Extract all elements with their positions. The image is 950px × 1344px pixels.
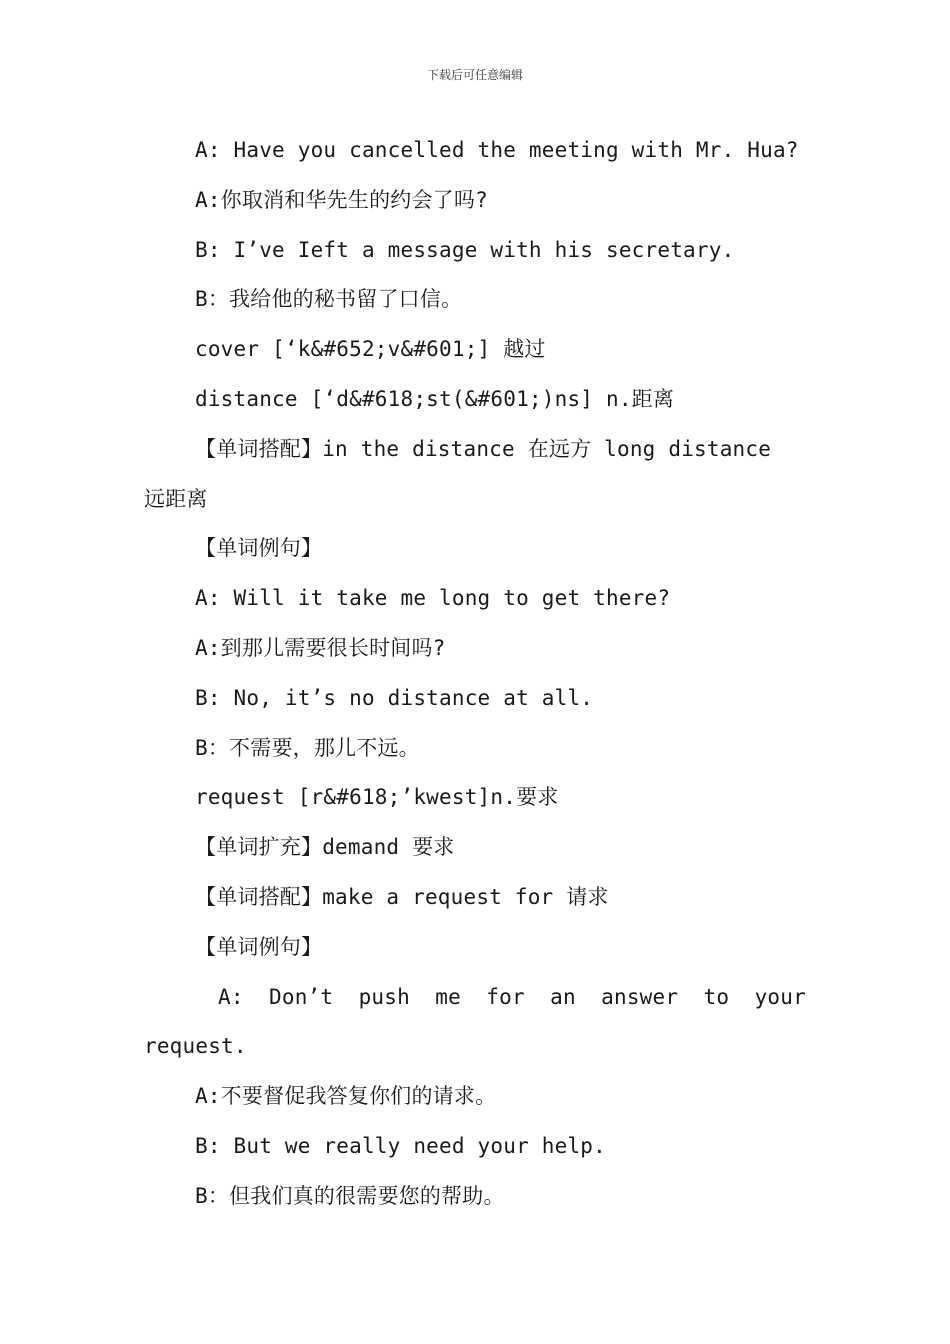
dialogue-line-b-chinese: B：但我们真的很需要您的帮助。 bbox=[195, 1183, 505, 1208]
dialogue-line-b-english: B: I’ve Ieft a message with his secretary. bbox=[195, 237, 735, 262]
word: answer bbox=[601, 984, 679, 1009]
section-heading-examples: 【单词例句】 bbox=[195, 536, 323, 561]
dialogue-line-a-english: A: Will it take me long to get there? bbox=[195, 586, 671, 611]
dialogue-line-a-chinese: A:你取消和华先生的约会了吗? bbox=[195, 187, 488, 212]
section-heading-examples: 【单词例句】 bbox=[195, 934, 323, 959]
word: Don’t bbox=[269, 984, 334, 1009]
dialogue-line-a-english: A: Have you cancelled the meeting with Mr. Hua? bbox=[195, 138, 799, 162]
word: A: bbox=[218, 984, 244, 1009]
dialogue-continuation: request. bbox=[144, 1034, 247, 1059]
dialogue-line-a-chinese: A:不要督促我答复你们的请求。 bbox=[195, 1084, 497, 1109]
word: an bbox=[550, 984, 576, 1009]
page-header: 下载后可任意编辑 bbox=[426, 68, 523, 82]
document-body bbox=[144, 130, 806, 1226]
dialogue-line-b-english: B: But we really need your help. bbox=[195, 1133, 606, 1158]
collocation-line: 【单词搭配】make a request for 请求 bbox=[195, 884, 609, 909]
vocab-entry-request: request [r&#618;’kwest]n.要求 bbox=[195, 785, 559, 810]
word: to bbox=[703, 984, 730, 1009]
expansion-line: 【单词扩充】demand 要求 bbox=[195, 835, 455, 860]
dialogue-line-a-chinese: A:到那儿需要很长时间吗? bbox=[195, 635, 446, 660]
dialogue-line-b-english: B: No, it’s no distance at all. bbox=[195, 685, 594, 710]
dialogue-line-a-english-justified bbox=[144, 977, 806, 1027]
vocab-entry-distance: distance [‘d&#618;st(&#601;)ns] n.距离 bbox=[195, 386, 675, 411]
dialogue-line-b-chinese: B：我给他的秘书留了口信。 bbox=[195, 287, 463, 312]
collocation-continuation: 远距离 bbox=[144, 486, 208, 511]
vocab-entry-cover: cover [‘k&#652;v&#601;] 越过 bbox=[195, 337, 546, 362]
collocation-line: 【单词搭配】in the distance 在远方 long distance bbox=[195, 436, 772, 461]
word: for bbox=[486, 984, 525, 1009]
word: your bbox=[754, 984, 806, 1009]
dialogue-line-b-chinese: B：不需要，那儿不远。 bbox=[195, 735, 420, 760]
word: me bbox=[435, 984, 461, 1009]
word: push bbox=[358, 984, 410, 1009]
